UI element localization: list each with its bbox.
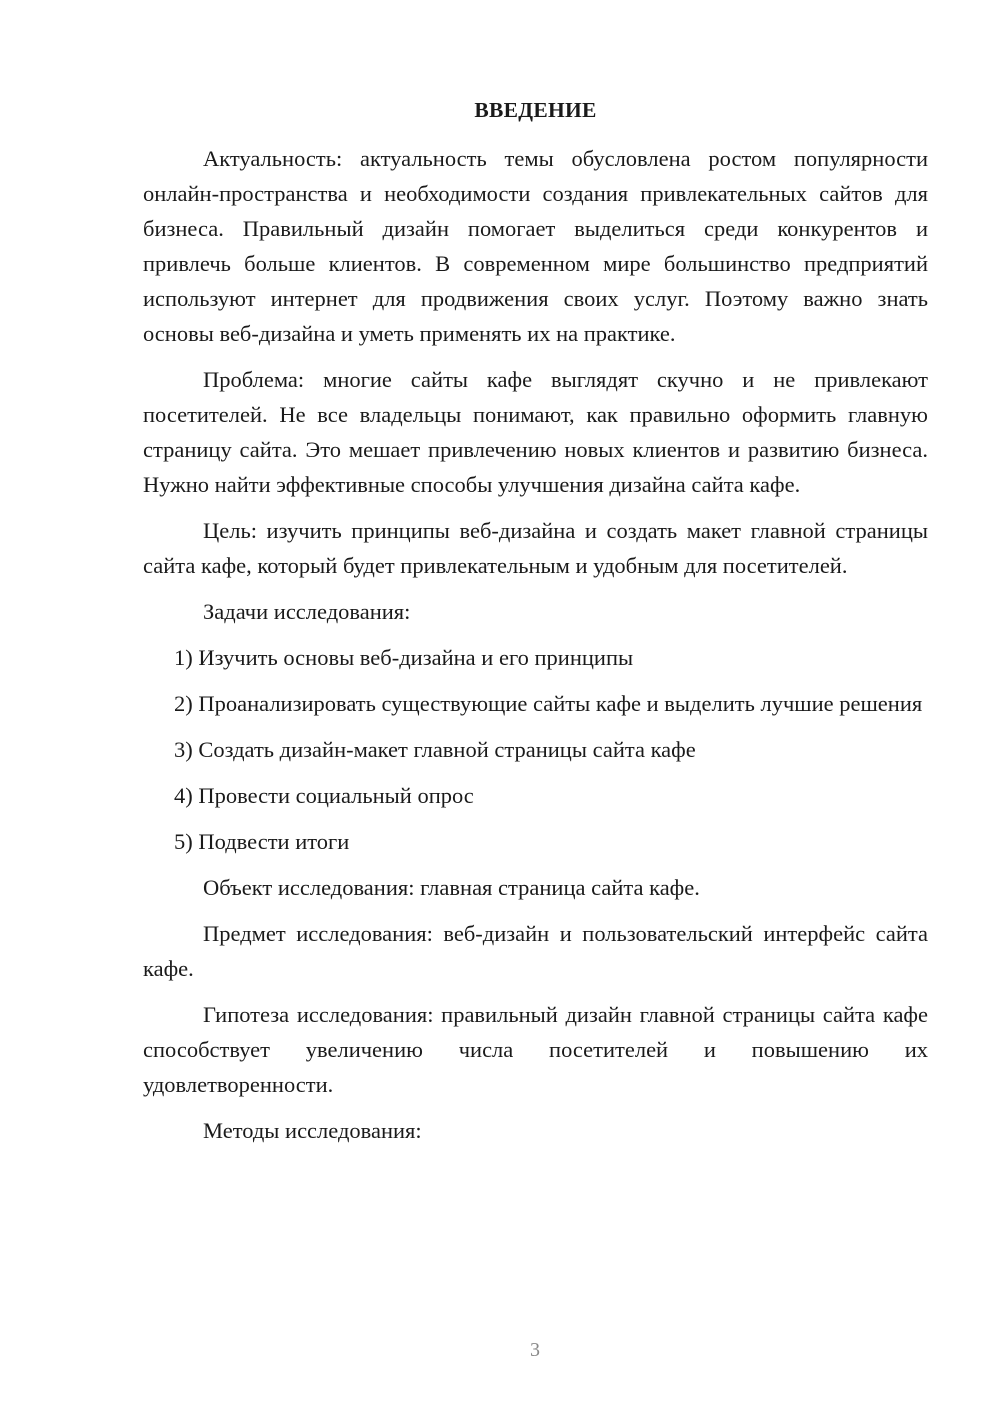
paragraph-relevance: Актуальность: актуальность темы обусловлена ростом популярности онлайн-пространства и необходимости создания привлекательных сайтов для бизнеса. Правильный дизайн помогает выделиться среди конкурентов и привлечь больше клиентов. В современном мире большинство предприятий используют интернет для продвижения своих услуг. Поэтому важно знать основы веб-дизайна и уметь применять их на практике. bbox=[143, 146, 928, 346]
task-item: 4) Провести социальный опрос bbox=[174, 783, 474, 808]
paragraph-object: Объект исследования: главная страница сайта кафе. bbox=[203, 875, 700, 900]
paragraph-hypothesis: Гипотеза исследования: правильный дизайн главной страницы сайта кафе способствует увеличению числа посетителей и повышению их удовлетворенности. bbox=[143, 1002, 928, 1097]
paragraph-subject: Предмет исследования: веб-дизайн и пользовательский интерфейс сайта кафе. bbox=[143, 921, 928, 981]
page-title: ВВЕДЕНИЕ bbox=[474, 98, 597, 122]
task-item: 2) Проанализировать существующие сайты кафе и выделить лучшие решения bbox=[174, 691, 923, 716]
task-item: 5) Подвести итоги bbox=[174, 829, 350, 854]
body-text bbox=[143, 141, 928, 1159]
task-item: 3) Создать дизайн-макет главной страницы сайта кафе bbox=[174, 737, 696, 762]
task-list bbox=[143, 640, 928, 859]
methods-title: Методы исследования: bbox=[203, 1118, 422, 1143]
paragraph-problem: Проблема: многие сайты кафе выглядят скучно и не привлекают посетителей. Не все владельцы понимают, как правильно оформить главную страницу сайта. Это мешает привлечению новых клиентов и развитию бизнеса. Нужно найти эффективные способы улучшения дизайна сайта кафе. bbox=[143, 367, 928, 497]
paragraph-goal: Цель: изучить принципы веб-дизайна и создать макет главной страницы сайта кафе, который будет привлекательным и удобным для посетителей. bbox=[143, 518, 928, 578]
page-number: 3 bbox=[530, 1339, 540, 1361]
task-item: 1) Изучить основы веб-дизайна и его принципы bbox=[174, 645, 634, 670]
tasks-title: Задачи исследования: bbox=[203, 599, 411, 624]
